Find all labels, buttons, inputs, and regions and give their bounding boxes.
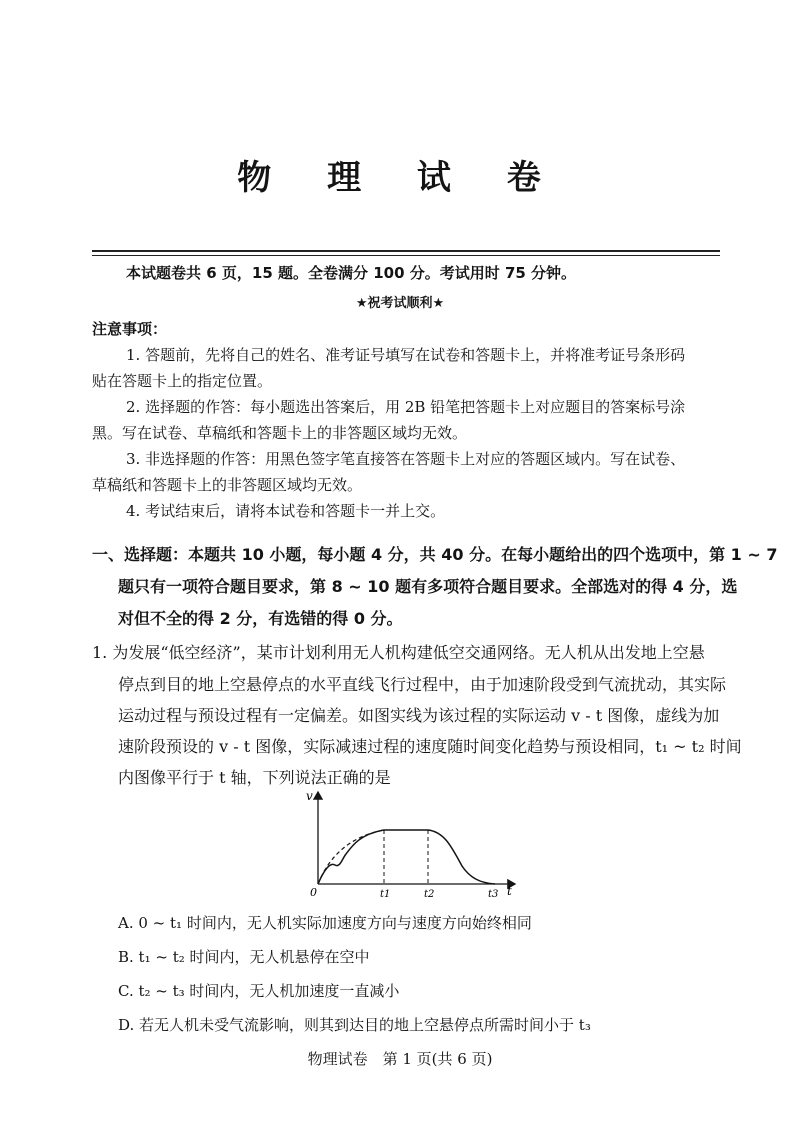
page-title: 物 理 试 卷 [237, 158, 563, 198]
note-3-line-1: 3. 非选择题的作答：用黑色签字笔直接答在答题卡上对应的答题区域内。写在试卷、 [126, 450, 686, 468]
q1-stem-line-3: 运动过程与预设过程有一定偏差。如图实线为该过程的实际运动 v - t 图像，虚线为加 [118, 706, 720, 725]
note-1-line-1: 1. 答题前，先将自己的姓名、准考证号填写在试卷和答题卡上，并将准考证号条形码 [126, 346, 686, 364]
exam-info-line: 本试题卷共 6 页，15 题。全卷满分 100 分。考试用时 75 分钟。 [126, 264, 577, 282]
t-axis-label: t [507, 884, 512, 898]
header-rule-thin [92, 255, 720, 256]
q1-option-c: C. t₂ ~ t₃ 时间内，无人机加速度一直减小 [118, 982, 400, 1000]
t1-label: t1 [380, 889, 391, 898]
v-axis-label: v [306, 789, 313, 803]
section-1-line-1: 一、选择题：本题共 10 小题，每小题 4 分，共 40 分。在每小题给出的四个选项中，第 1 ~ 7 [92, 545, 778, 564]
note-1-line-2: 贴在答题卡上的指定位置。 [92, 372, 273, 390]
origin-label: 0 [310, 886, 317, 898]
q1-stem-line-1: 1. 为发展“低空经济”，某市计划利用无人机构建低空交通网络。无人机从出发地上空悬 [92, 643, 705, 662]
good-luck-wish: ★祝考试顺利★ [355, 296, 445, 311]
q1-stem-line-5: 内图像平行于 t 轴，下列说法正确的是 [118, 768, 391, 787]
note-2-line-2: 黑。写在试卷、草稿纸和答题卡上的非答题区域均无效。 [92, 424, 468, 442]
t3-label: t3 [488, 889, 499, 898]
q1-stem-line-4: 速阶段预设的 v - t 图像，实际减速过程的速度随时间变化趋势与预设相同，t₁ ~ t₂ 时间 [118, 737, 742, 756]
actual-curve-solid [318, 830, 495, 884]
note-4-line-1: 4. 考试结束后，请将本试卷和答题卡一并上交。 [126, 502, 446, 520]
q1-option-b: B. t₁ ~ t₂ 时间内，无人机悬停在空中 [118, 948, 370, 966]
q1-option-a: A. 0 ~ t₁ 时间内，无人机实际加速度方向与速度方向始终相同 [118, 914, 532, 932]
notes-heading: 注意事项： [92, 320, 168, 338]
note-3-line-2: 草稿纸和答题卡上的非答题区域均无效。 [92, 476, 363, 494]
note-2-line-1: 2. 选择题的作答：每小题选出答案后，用 2B 铅笔把答题卡上对应题目的答案标号涂 [126, 398, 686, 416]
header-rule-thick [92, 250, 720, 252]
t2-label: t2 [424, 889, 435, 898]
v-t-graph [300, 788, 530, 898]
q1-option-d: D. 若无人机未受气流影响，则其到达目的地上空悬停点所需时间小于 t₃ [118, 1016, 591, 1034]
page-footer: 物理试卷 第 1 页(共 6 页) [307, 1050, 493, 1068]
preset-curve-dashed [318, 830, 384, 884]
q1-stem-line-2: 停点到目的地上空悬停点的水平直线飞行过程中，由于加速阶段受到气流扰动，其实际 [118, 675, 727, 694]
section-1-line-2: 题只有一项符合题目要求，第 8 ~ 10 题有多项符合题目要求。全部选对的得 4 分，选 [118, 577, 738, 596]
section-1-line-3: 对但不全的得 2 分，有选错的得 0 分。 [118, 609, 403, 628]
